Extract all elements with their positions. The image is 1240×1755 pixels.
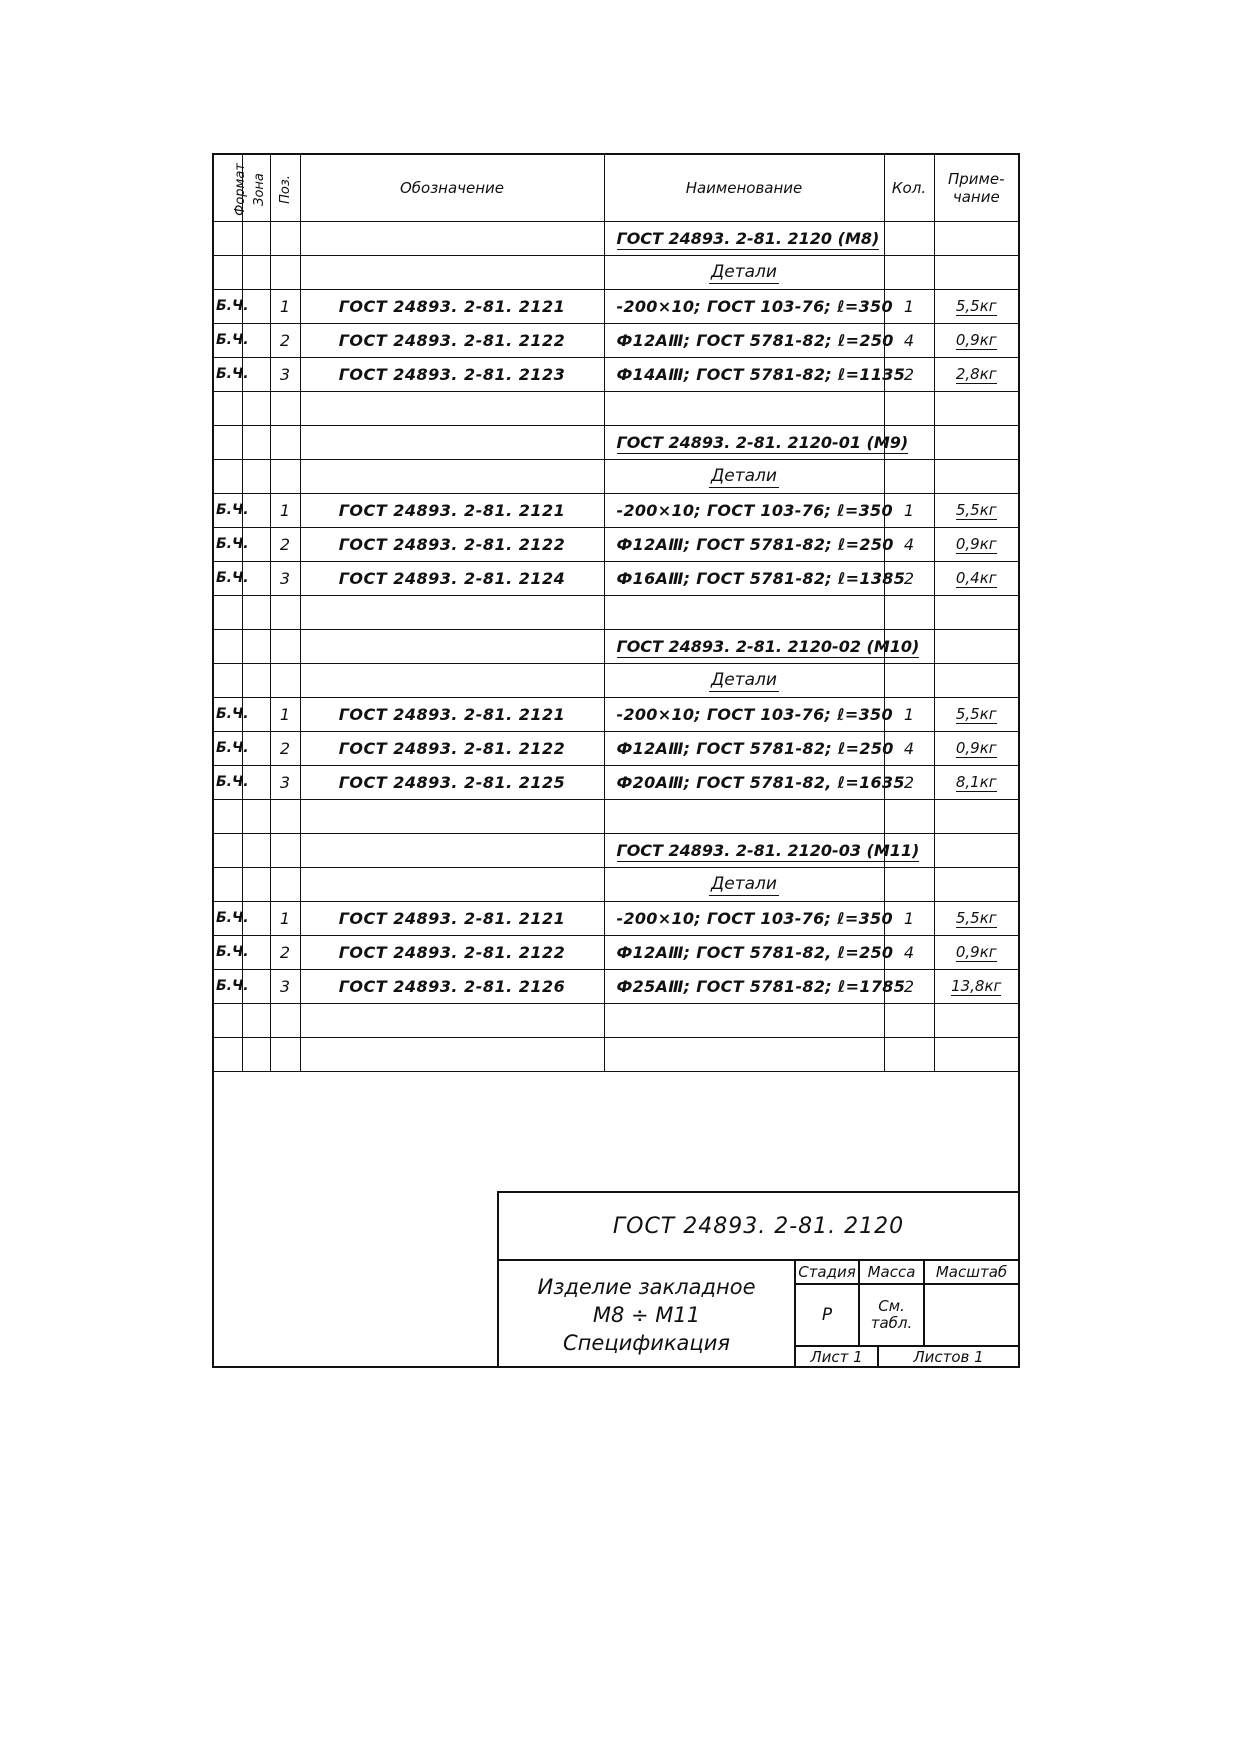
format-cell: Б.Ч. [214, 935, 242, 969]
quantity-cell: 1 [884, 289, 934, 323]
zone-cell [242, 459, 270, 493]
format-cell [214, 425, 242, 459]
position-cell [270, 255, 300, 289]
format-cell [214, 867, 242, 901]
note-cell [934, 289, 1018, 323]
table-row [214, 697, 1018, 731]
table-row [214, 561, 1018, 595]
note-cell [934, 833, 1018, 867]
designation-cell: ГОСТ 24893. 2-81. 2121 [300, 697, 604, 731]
document-name [499, 1261, 796, 1368]
name-cell [604, 391, 884, 425]
table-row [214, 221, 1018, 255]
note-cell-text: 0,9кг [955, 943, 997, 961]
table-row [214, 799, 1018, 833]
header-zone: Зона [242, 155, 270, 221]
table-row [214, 833, 1018, 867]
position-cell [270, 629, 300, 663]
zone-cell [242, 255, 270, 289]
document-code: ГОСТ 24893. 2-81. 2120 [499, 1193, 1018, 1261]
specification-body [214, 221, 1018, 1071]
section-title-cell [604, 663, 884, 697]
section-title-cell-text: Детали [711, 670, 777, 690]
table-row [214, 493, 1018, 527]
designation-cell [300, 1037, 604, 1071]
zone-cell [242, 391, 270, 425]
header-note: Приме-чание [934, 155, 1018, 221]
note-cell [934, 527, 1018, 561]
zone-cell [242, 663, 270, 697]
stage-label: Стадия [796, 1261, 860, 1285]
note-cell [934, 1003, 1018, 1037]
note-cell-text: 5,5кг [955, 909, 997, 927]
position-cell [270, 595, 300, 629]
format-cell [214, 221, 242, 255]
name-cell: Ф12АⅢ; ГОСТ 5781-82; ℓ=250 [604, 527, 884, 561]
quantity-cell [884, 221, 934, 255]
table-row [214, 731, 1018, 765]
quantity-cell: 1 [884, 697, 934, 731]
quantity-cell: 1 [884, 901, 934, 935]
format-cell [214, 459, 242, 493]
designation-cell [300, 425, 604, 459]
note-cell [934, 731, 1018, 765]
table-row [214, 391, 1018, 425]
format-cell [214, 833, 242, 867]
designation-cell [300, 833, 604, 867]
scale-label: Масштаб [925, 1261, 1018, 1285]
position-cell: 3 [270, 357, 300, 391]
position-cell [270, 663, 300, 697]
zone-cell [242, 1037, 270, 1071]
note-cell [934, 425, 1018, 459]
name-cell: Ф14АⅢ; ГОСТ 5781-82; ℓ=1135 [604, 357, 884, 391]
format-cell: Б.Ч. [214, 969, 242, 1003]
format-cell [214, 391, 242, 425]
designation-cell: ГОСТ 24893. 2-81. 2122 [300, 731, 604, 765]
position-cell [270, 425, 300, 459]
designation-cell: ГОСТ 24893. 2-81. 2121 [300, 289, 604, 323]
quantity-cell: 4 [884, 731, 934, 765]
note-cell [934, 629, 1018, 663]
format-cell [214, 663, 242, 697]
header-pos: Поз. [270, 155, 300, 221]
header-name: Наименование [604, 155, 884, 221]
table-row [214, 629, 1018, 663]
quantity-cell [884, 799, 934, 833]
designation-cell: ГОСТ 24893. 2-81. 2123 [300, 357, 604, 391]
table-row [214, 1003, 1018, 1037]
note-cell [934, 697, 1018, 731]
table-row [214, 595, 1018, 629]
designation-cell: ГОСТ 24893. 2-81. 2125 [300, 765, 604, 799]
section-title-cell-text: Детали [711, 466, 777, 486]
mass-label: Масса [860, 1261, 925, 1285]
designation-cell: ГОСТ 24893. 2-81. 2121 [300, 901, 604, 935]
designation-cell: ГОСТ 24893. 2-81. 2122 [300, 527, 604, 561]
quantity-cell: 2 [884, 969, 934, 1003]
note-cell [934, 765, 1018, 799]
group-title-cell-text: ГОСТ 24893. 2-81. 2120-01 (М9) [616, 432, 909, 452]
note-cell [934, 357, 1018, 391]
quantity-cell [884, 1037, 934, 1071]
note-cell-text: 13,8кг [951, 977, 1002, 995]
zone-cell [242, 629, 270, 663]
header-qty: Кол. [884, 155, 934, 221]
zone-cell [242, 1003, 270, 1037]
sheet-count: Листов 1 [913, 1348, 984, 1366]
note-cell [934, 255, 1018, 289]
zone-cell [242, 867, 270, 901]
title-block [497, 1191, 1018, 1368]
format-cell [214, 629, 242, 663]
quantity-cell [884, 459, 934, 493]
position-cell [270, 391, 300, 425]
scale-value [925, 1285, 1018, 1347]
note-cell [934, 391, 1018, 425]
note-cell [934, 969, 1018, 1003]
quantity-cell: 4 [884, 935, 934, 969]
quantity-cell [884, 255, 934, 289]
document-name-line1: Изделие закладное [537, 1274, 756, 1299]
format-cell: Б.Ч. [214, 493, 242, 527]
designation-cell: ГОСТ 24893. 2-81. 2122 [300, 935, 604, 969]
position-cell [270, 459, 300, 493]
designation-cell [300, 391, 604, 425]
note-cell [934, 935, 1018, 969]
quantity-cell [884, 867, 934, 901]
table-row [214, 425, 1018, 459]
table-row [214, 527, 1018, 561]
table-row [214, 901, 1018, 935]
group-title-cell [604, 629, 920, 663]
table-row [214, 765, 1018, 799]
designation-cell: ГОСТ 24893. 2-81. 2121 [300, 493, 604, 527]
format-cell: Б.Ч. [214, 731, 242, 765]
quantity-cell [884, 595, 934, 629]
position-cell [270, 799, 300, 833]
quantity-cell: 4 [884, 323, 934, 357]
note-cell-text: 0,9кг [955, 739, 997, 757]
designation-cell [300, 663, 604, 697]
designation-cell: ГОСТ 24893. 2-81. 2126 [300, 969, 604, 1003]
note-cell [934, 867, 1018, 901]
note-cell [934, 663, 1018, 697]
name-cell: Ф12АⅢ; ГОСТ 5781-82; ℓ=250 [604, 731, 884, 765]
designation-cell: ГОСТ 24893. 2-81. 2124 [300, 561, 604, 595]
quantity-cell: 4 [884, 527, 934, 561]
note-cell [934, 221, 1018, 255]
designation-cell [300, 221, 604, 255]
group-title-cell [604, 425, 909, 459]
name-cell: -200×10; ГОСТ 103-76; ℓ=350 [604, 901, 884, 935]
zone-cell [242, 833, 270, 867]
quantity-cell: 2 [884, 765, 934, 799]
stage-value: Р [796, 1285, 860, 1347]
format-cell [214, 799, 242, 833]
section-title-cell-text: Детали [711, 262, 777, 282]
position-cell: 1 [270, 697, 300, 731]
name-cell [604, 799, 884, 833]
note-cell-text: 5,5кг [955, 501, 997, 519]
zone-cell [242, 595, 270, 629]
group-title-cell-text: ГОСТ 24893. 2-81. 2120 (М8) [616, 228, 880, 248]
section-title-cell [604, 459, 884, 493]
position-cell: 1 [270, 493, 300, 527]
format-cell [214, 255, 242, 289]
format-cell: Б.Ч. [214, 357, 242, 391]
table-row [214, 663, 1018, 697]
table-row [214, 289, 1018, 323]
name-cell [604, 1037, 884, 1071]
quantity-cell [884, 391, 934, 425]
name-cell: -200×10; ГОСТ 103-76; ℓ=350 [604, 493, 884, 527]
note-cell-text: 0,9кг [955, 331, 997, 349]
format-cell: Б.Ч. [214, 323, 242, 357]
group-title-cell [604, 221, 884, 255]
title-block-grid [796, 1261, 1018, 1368]
note-cell [934, 1037, 1018, 1071]
sheet-number: Лист 1 [796, 1347, 879, 1368]
designation-cell [300, 1003, 604, 1037]
specification-sheet [212, 153, 1020, 1368]
position-cell: 3 [270, 765, 300, 799]
group-title-cell-text: ГОСТ 24893. 2-81. 2120-02 (М10) [616, 636, 920, 656]
name-cell [604, 595, 884, 629]
note-cell [934, 901, 1018, 935]
specification-table [214, 155, 1018, 1072]
name-cell: Ф20АⅢ; ГОСТ 5781-82, ℓ=1635 [604, 765, 884, 799]
table-row [214, 357, 1018, 391]
format-cell: Б.Ч. [214, 765, 242, 799]
table-row [214, 323, 1018, 357]
name-cell: Ф12АⅢ; ГОСТ 5781-82, ℓ=250 [604, 935, 884, 969]
group-title-cell [604, 833, 920, 867]
position-cell [270, 221, 300, 255]
name-cell: -200×10; ГОСТ 103-76; ℓ=350 [604, 289, 884, 323]
note-cell [934, 595, 1018, 629]
designation-cell [300, 799, 604, 833]
format-cell: Б.Ч. [214, 561, 242, 595]
header-row [214, 155, 1018, 221]
mass-value: См. табл. [860, 1285, 925, 1347]
position-cell [270, 833, 300, 867]
note-cell [934, 493, 1018, 527]
note-cell-text: 5,5кг [955, 297, 997, 315]
position-cell: 2 [270, 935, 300, 969]
position-cell [270, 1037, 300, 1071]
note-cell [934, 459, 1018, 493]
format-cell: Б.Ч. [214, 527, 242, 561]
position-cell: 2 [270, 731, 300, 765]
header-format: Формат [214, 155, 242, 221]
zone-cell [242, 799, 270, 833]
format-cell [214, 1003, 242, 1037]
section-title-cell [604, 867, 884, 901]
note-cell [934, 799, 1018, 833]
name-cell: Ф12АⅢ; ГОСТ 5781-82; ℓ=250 [604, 323, 884, 357]
position-cell: 3 [270, 969, 300, 1003]
group-title-cell-text: ГОСТ 24893. 2-81. 2120-03 (М11) [616, 840, 920, 860]
position-cell: 3 [270, 561, 300, 595]
position-cell: 2 [270, 527, 300, 561]
name-cell [604, 1003, 884, 1037]
format-cell: Б.Ч. [214, 289, 242, 323]
name-cell: -200×10; ГОСТ 103-76; ℓ=350 [604, 697, 884, 731]
position-cell [270, 1003, 300, 1037]
quantity-cell [884, 1003, 934, 1037]
name-cell: Ф25АⅢ; ГОСТ 5781-82; ℓ=1785 [604, 969, 884, 1003]
quantity-cell: 2 [884, 357, 934, 391]
format-cell [214, 1037, 242, 1071]
format-cell: Б.Ч. [214, 697, 242, 731]
position-cell: 2 [270, 323, 300, 357]
header-designation: Обозначение [300, 155, 604, 221]
note-cell-text: 5,5кг [955, 705, 997, 723]
table-row [214, 935, 1018, 969]
table-row [214, 1037, 1018, 1071]
name-cell: Ф16АⅢ; ГОСТ 5781-82; ℓ=1385 [604, 561, 884, 595]
section-title-cell-text: Детали [711, 874, 777, 894]
designation-cell [300, 629, 604, 663]
document-name-line3: Спецификация [563, 1330, 730, 1355]
position-cell: 1 [270, 289, 300, 323]
designation-cell [300, 255, 604, 289]
table-row [214, 459, 1018, 493]
section-title-cell [604, 255, 884, 289]
designation-cell [300, 459, 604, 493]
designation-cell: ГОСТ 24893. 2-81. 2122 [300, 323, 604, 357]
document-name-line2: М8 ÷ М11 [592, 1302, 701, 1327]
table-row [214, 867, 1018, 901]
table-row [214, 255, 1018, 289]
note-cell [934, 561, 1018, 595]
note-cell-text: 0,4кг [955, 569, 997, 587]
format-cell [214, 595, 242, 629]
position-cell [270, 867, 300, 901]
note-cell-text: 2,8кг [955, 365, 997, 383]
position-cell: 1 [270, 901, 300, 935]
zone-cell [242, 221, 270, 255]
format-cell: Б.Ч. [214, 901, 242, 935]
note-cell [934, 323, 1018, 357]
quantity-cell: 1 [884, 493, 934, 527]
designation-cell [300, 595, 604, 629]
note-cell-text: 0,9кг [955, 535, 997, 553]
note-cell-text: 8,1кг [955, 773, 997, 791]
zone-cell [242, 425, 270, 459]
designation-cell [300, 867, 604, 901]
quantity-cell [884, 663, 934, 697]
table-row [214, 969, 1018, 1003]
quantity-cell: 2 [884, 561, 934, 595]
